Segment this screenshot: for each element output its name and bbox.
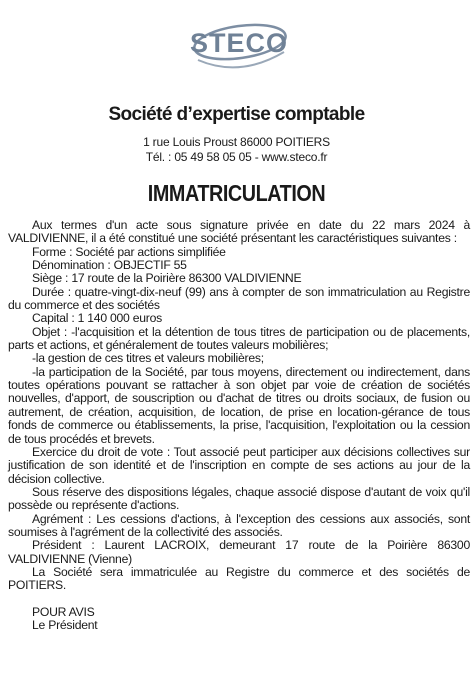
paragraph-siege: Siège : 17 route de la Poirière 86300 VALDIVIENNE <box>32 271 302 286</box>
paragraph-capital: Capital : 1 140 000 euros <box>32 311 162 326</box>
signature-president: Le Président <box>32 617 98 632</box>
logo-text: STECO <box>190 28 289 58</box>
signature-pour-avis: POUR AVIS <box>32 604 95 619</box>
paragraph-objet-participation: -la participation de la Société, par tous moyens, directement ou indirectement, dans toutes opérations pouvant se rattacher à son objet par voie de création de sociétés nouvelles, d'apport, de souscription ou d'achat de titres ou droits sociaux, de fusion ou autrement, de création, acquisition, de location, de prise en location-gérance de tous fonds de commerce ou établissements, la prise, l'acquisition, l'exploitation ou la cession de tous procédés et brevets. <box>8 364 470 446</box>
paragraph-objet-gestion: -la gestion de ces titres et valeurs mobilières; <box>32 351 264 366</box>
paragraph-droit-vote: Exercice du droit de vote : Tout associé peut participer aux décisions collectives sur justification de son identité et de l'inscription en compte de ses actions au jour de la décision collective. <box>8 444 470 486</box>
paragraph-denomination: Dénomination : OBJECTIF 55 <box>32 258 187 273</box>
company-name: Société d’expertise comptable <box>108 104 365 125</box>
notice-body <box>8 219 470 632</box>
notice-title: IMMATRICULATION <box>147 180 326 206</box>
company-contact: Tél. : 05 49 58 05 05 - www.steco.fr <box>145 150 328 164</box>
steco-logo <box>190 20 290 76</box>
paragraph-reserve: Sous réserve des dispositions légales, chaque associé dispose d'autant de voix qu'il possède ou représente d'actions. <box>8 484 470 513</box>
company-address: 1 rue Louis Proust 86000 POITIERS <box>143 135 330 149</box>
paragraph-president: Président : Laurent LACROIX, demeurant 17 route de la Poirière 86300 VALDIVIENNE (Vienne) <box>8 538 470 566</box>
paragraph-intro: Aux termes d'un acte sous signature privée en date du 22 mars 2024 à VALDIVIENNE, il a été constitué une société présentant les caractéristiques suivantes : <box>8 218 470 246</box>
paragraph-objet: Objet : -l'acquisition et la détention de tous titres de participation ou de placements, parts et actions, et généralement de toutes valeurs mobilières; <box>8 324 470 353</box>
paragraph-forme: Forme : Société par actions simplifiée <box>32 244 226 259</box>
paragraph-duree: Durée : quatre-vingt-dix-neuf (99) ans à compter de son immatriculation au Registre du commerce et des sociétés <box>8 284 470 313</box>
paragraph-agrement: Agrément : Les cessions d'actions, à l'exception des cessions aux associés, sont soumises à l'agrément de la collectivité des associés. <box>8 511 470 539</box>
paragraph-immatriculation: La Société sera immatriculée au Registre du commerce et des sociétés de POITIERS. <box>8 564 470 593</box>
